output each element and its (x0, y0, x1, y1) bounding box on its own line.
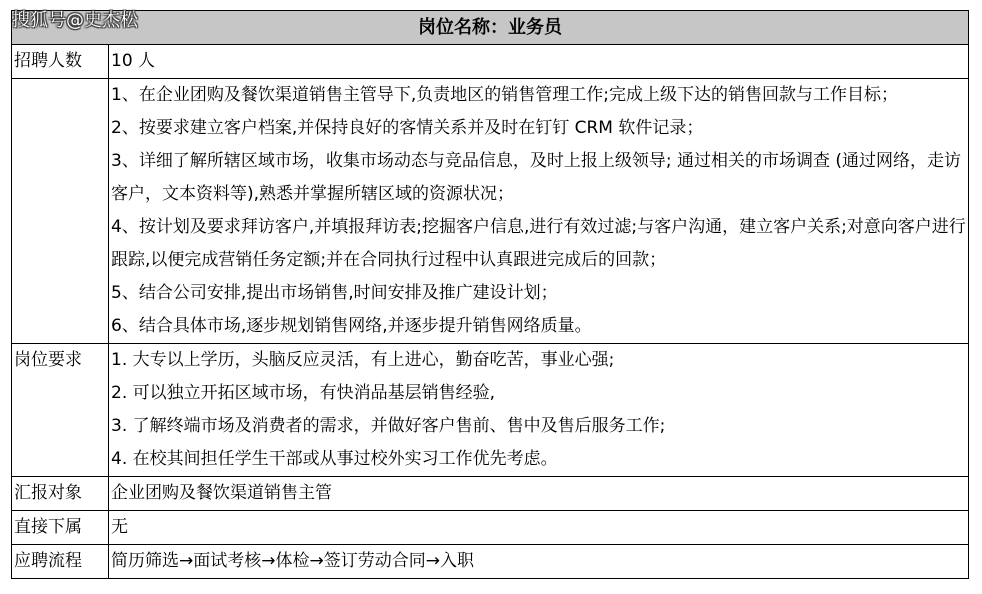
job-description-table (11, 10, 969, 579)
requirements-row (12, 344, 969, 477)
duty-item: 2、按要求建立客户档案,并保持良好的客情关系并及时在钉钉 CRM 软件记录； (111, 118, 704, 138)
duties-list (109, 79, 969, 344)
requirements-label: 岗位要求 (12, 344, 109, 477)
headcount-label: 招聘人数 (12, 45, 109, 79)
report-to-label: 汇报对象 (12, 477, 109, 511)
duties-label (12, 79, 109, 344)
requirement-item: 1. 大专以上学历，头脑反应灵活，有上进心，勤奋吃苦，事业心强; (111, 350, 615, 370)
title-row (12, 11, 969, 45)
duty-item: 3、详细了解所辖区域市场，收集市场动态与竞品信息，及时上报上级领导; 通过相关的市场调查 (通过网络，走访客户，文本资料等),熟悉并掌握所辖区域的资源状况； (111, 151, 961, 204)
subordinates-value: 无 (109, 511, 969, 545)
duty-item: 5、结合公司安排,提出市场销售,时间安排及推广建设计划； (111, 283, 558, 303)
headcount-value: 10 人 (109, 45, 969, 79)
headcount-row (12, 45, 969, 79)
job-title: 岗位名称：业务员 (12, 11, 969, 45)
requirements-list (109, 344, 969, 477)
watermark: 搜狐号@史杰松 (12, 10, 138, 31)
duty-item: 6、结合具体市场,逐步规划销售网络,并逐步提升销售网络质量。 (111, 316, 592, 336)
duty-item: 1、在企业团购及餐饮渠道销售主管导下,负责地区的销售管理工作;完成上级下达的销售回款与工作目标； (111, 85, 898, 105)
subordinates-label: 直接下属 (12, 511, 109, 545)
requirement-item: 4. 在校其间担任学生干部或从事过校外实习工作优先考虑。 (111, 449, 558, 469)
requirement-item: 3. 了解终端市场及消费者的需求，并做好客户售前、售中及售后服务工作; (111, 416, 666, 436)
subordinates-row (12, 511, 969, 545)
report-to-value: 企业团购及餐饮渠道销售主管 (109, 477, 969, 511)
process-label: 应聘流程 (12, 545, 109, 579)
process-value: 简历筛选→面试考核→体检→签订劳动合同→入职 (109, 545, 969, 579)
duties-row (12, 79, 969, 344)
requirement-item: 2. 可以独立开拓区域市场，有快消品基层销售经验, (111, 383, 496, 403)
duty-item: 4、按计划及要求拜访客户,并填报拜访表;挖掘客户信息,进行有效过滤;与客户沟通，建立客户关系;对意向客户进行跟踪,以便完成营销任务定额;并在合同执行过程中认真跟进完成后的回款； (111, 217, 966, 270)
process-row (12, 545, 969, 579)
report-to-row (12, 477, 969, 511)
